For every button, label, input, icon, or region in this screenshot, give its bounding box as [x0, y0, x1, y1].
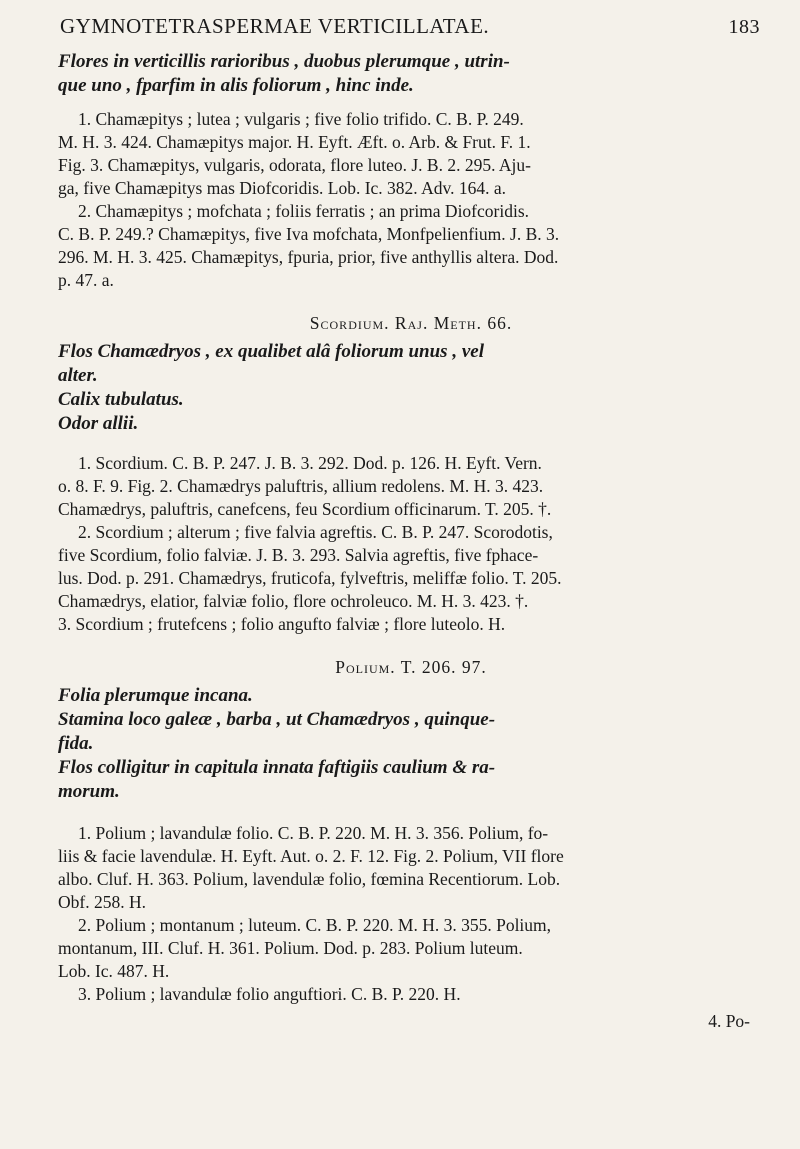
- entry-line: ga, five Chamæpitys mas Diofcoridis. Lob. Ic. 382. Adv. 164. a.: [58, 178, 506, 198]
- character-line: Calix tubulatus.: [58, 389, 184, 410]
- entry-line: C. B. P. 249.? Chamæpitys, five Iva mofchata, Monfpelienfium. J. B. 3.: [58, 224, 560, 244]
- entry-line: montanum, III. Cluf. H. 361. Polium. Dod. p. 283. Polium luteum.: [58, 938, 523, 958]
- entry-line: Chamædrys, paluftris, canefcens, feu Scordium officinarum. T. 205. †.: [58, 499, 552, 519]
- intro-line: Flores in verticillis rarioribus , duobus plerumque , utrin-: [58, 51, 510, 72]
- entry-line: 2. Chamæpitys ; mofchata ; foliis ferratis ; an prima Diofcoridis.: [78, 201, 530, 221]
- running-header: [60, 14, 760, 39]
- entry-line: 3. Scordium ; frutefcens ; folio angufto falviæ ; flore luteolo. H.: [58, 614, 506, 634]
- entry-line: 1. Polium ; lavandulæ folio. C. B. P. 220. M. H. 3. 356. Polium, fo-: [78, 823, 549, 843]
- character-line: Stamina loco galeæ , barba , ut Chamædryos , quinque-: [58, 709, 496, 730]
- entry-line: 296. M. H. 3. 425. Chamæpitys, fpuria, prior, five anthyllis altera. Dod.: [58, 247, 559, 267]
- entry-line: 1. Chamæpitys ; lutea ; vulgaris ; five folio trifido. C. B. P. 249.: [78, 109, 524, 129]
- entry-line: o. 8. F. 9. Fig. 2. Chamædrys paluftris, allium redolens. M. H. 3. 423.: [58, 476, 544, 496]
- entry-line: 3. Polium ; lavandulæ folio anguftiori. C. B. P. 220. H.: [78, 984, 461, 1004]
- entry-line: p. 47. a.: [58, 270, 114, 290]
- running-title: GYMNOTETRASPERMAE VERTICILLATAE.: [60, 14, 490, 38]
- character-line: Flos colligitur in capitula innata faftigiis caulium & ra-: [58, 757, 496, 778]
- entry-line: 1. Scordium. C. B. P. 247. J. B. 3. 292. Dod. p. 126. H. Eyft. Vern.: [78, 453, 542, 473]
- character-line: Odor allii.: [58, 413, 139, 434]
- catchword: 4. Po-: [708, 1011, 750, 1031]
- section-heading-scordium: Scordium. Raj. Meth. 66.: [309, 313, 513, 333]
- entry-line: Lob. Ic. 487. H.: [58, 961, 170, 981]
- section-heading-polium: Polium. T. 206. 97.: [335, 657, 487, 677]
- character-line: fida.: [58, 733, 94, 754]
- entry-line: Fig. 3. Chamæpitys, vulgaris, odorata, flore luteo. J. B. 2. 295. Aju-: [58, 155, 531, 175]
- character-line: alter.: [58, 365, 98, 386]
- entry-line: Obf. 258. H.: [58, 892, 146, 912]
- character-line: Flos Chamædryos , ex qualibet alâ foliorum unus , vel: [58, 341, 484, 362]
- character-line: Folia plerumque incana.: [58, 685, 253, 706]
- entry-line: Chamædrys, elatior, falviæ folio, flore ochroleuco. M. H. 3. 423. †.: [58, 591, 529, 611]
- entry-line: liis & facie lavendulæ. H. Eyft. Aut. o. 2. F. 12. Fig. 2. Polium, VII flore: [58, 846, 564, 866]
- entry-line: 2. Scordium ; alterum ; five falvia agreftis. C. B. P. 247. Scorodotis,: [78, 522, 553, 542]
- entry-line: 2. Polium ; montanum ; luteum. C. B. P. 220. M. H. 3. 355. Polium,: [78, 915, 552, 935]
- entry-line: five Scordium, folio falviæ. J. B. 3. 293. Salvia agreftis, five fphace-: [58, 545, 539, 565]
- page-number: 183: [728, 16, 760, 38]
- character-line: morum.: [58, 781, 120, 802]
- intro-line: que uno , fparfim in alis foliorum , hinc inde.: [58, 75, 414, 96]
- entry-line: M. H. 3. 424. Chamæpitys major. H. Eyft. Æft. o. Arb. & Frut. F. 1.: [58, 132, 531, 152]
- entry-line: lus. Dod. p. 291. Chamædrys, fruticofa, fylveftris, meliffæ folio. T. 205.: [58, 568, 562, 588]
- entry-line: albo. Cluf. H. 363. Polium, lavendulæ folio, fœmina Recentiorum. Lob.: [58, 869, 561, 889]
